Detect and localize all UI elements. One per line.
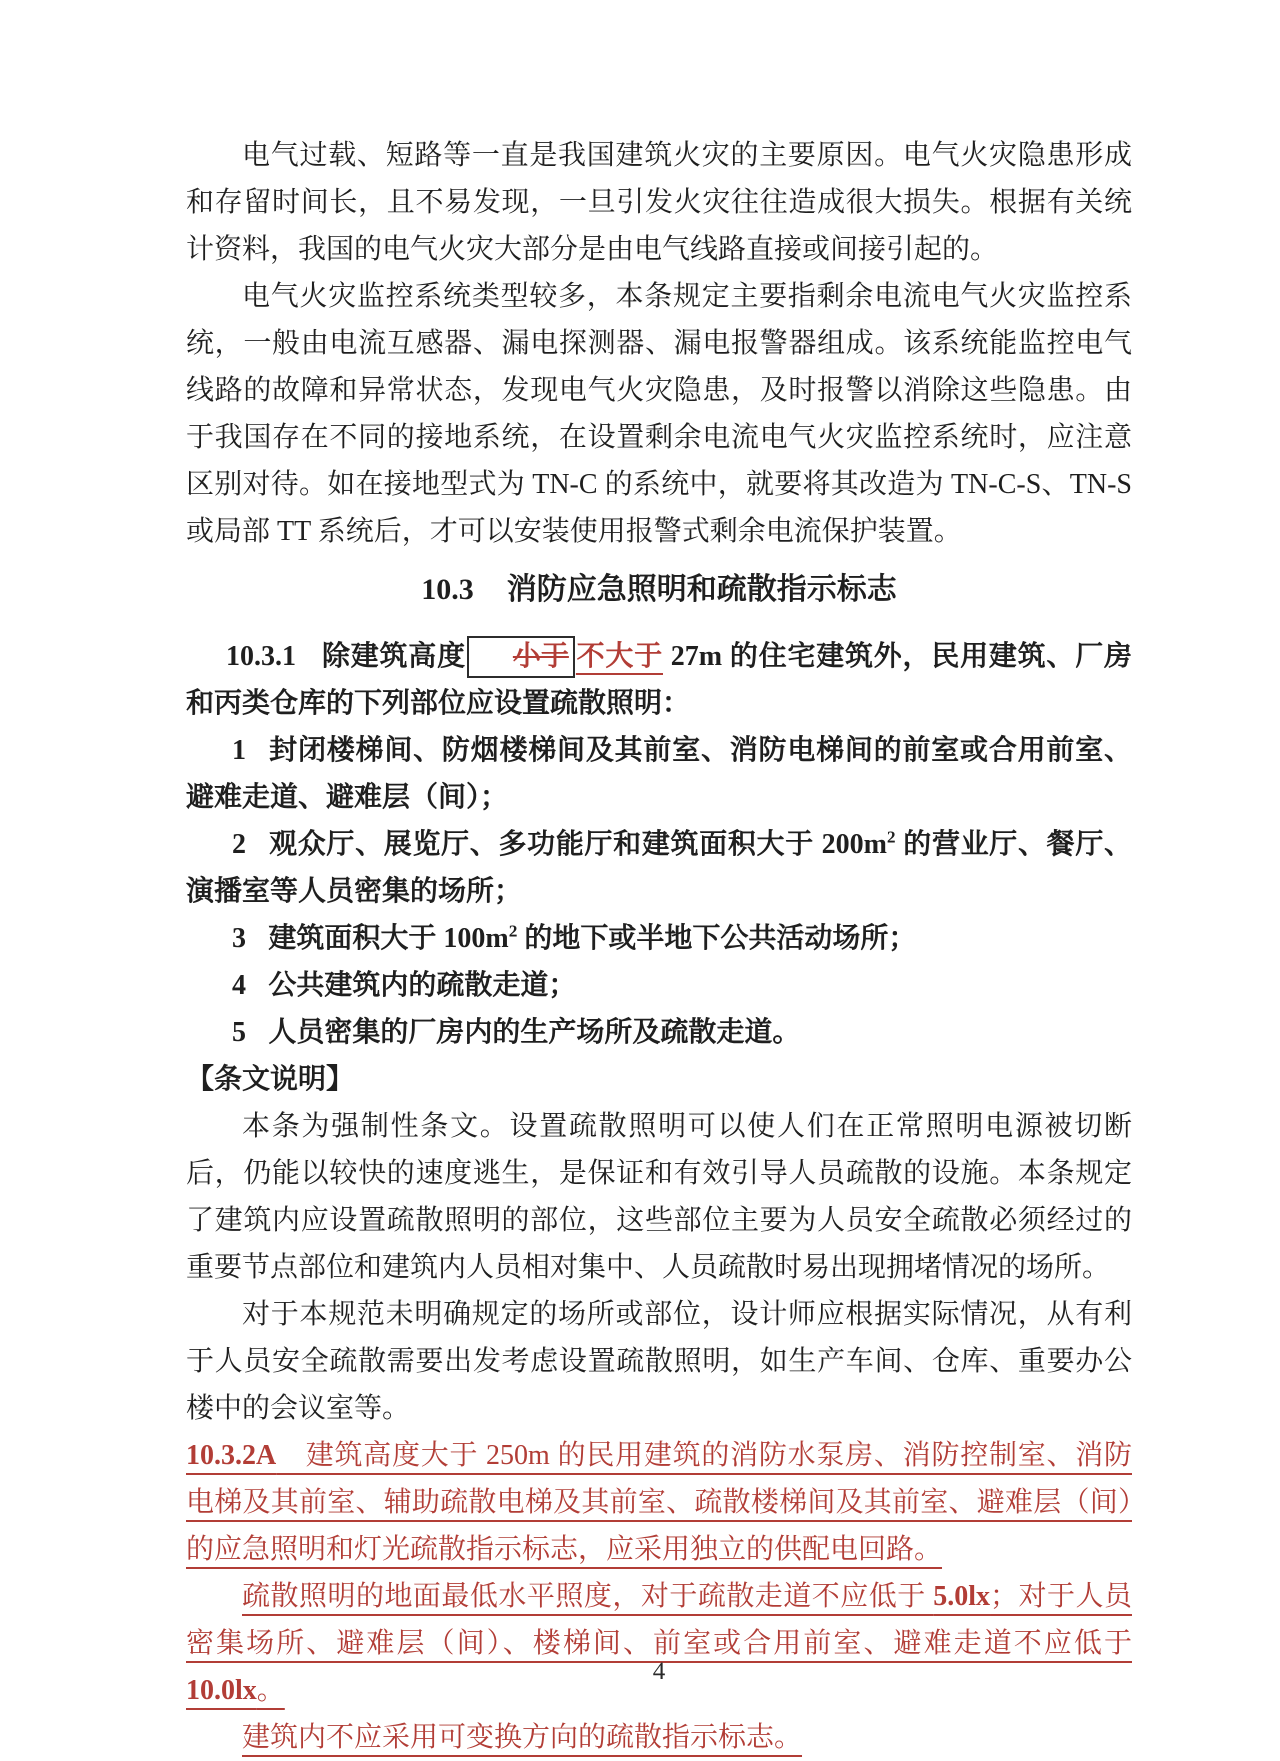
clause-item bbox=[186, 1009, 1132, 1056]
item-number: 1 bbox=[232, 735, 246, 766]
text-segment: 建筑内不应采用可变换方向的疏散指示标志。 bbox=[242, 1722, 803, 1753]
deleted-text-box bbox=[467, 636, 575, 678]
text-segment: 建筑面积大于 100m bbox=[268, 923, 509, 954]
inserted-text: 不大于 bbox=[575, 641, 663, 672]
superscript: 2 bbox=[886, 827, 896, 847]
text-segment: 公共建筑内的疏散走道； bbox=[268, 970, 577, 1001]
clause-10-3-1 bbox=[186, 633, 1132, 727]
deleted-text: 小于 bbox=[512, 641, 569, 672]
text-segment: ；对于人员密集场所、避难层（间）、楼梯间、前室或合用前室、避难走道不应低于 bbox=[186, 1581, 1132, 1659]
item-number: 4 bbox=[232, 970, 246, 1001]
clause-text-before-edit: 除建筑高度 bbox=[321, 641, 466, 672]
text-segment: 疏散照明的地面最低水平照度，对于疏散走道不应低于 bbox=[242, 1581, 934, 1612]
explanation-paragraphs bbox=[186, 1103, 1132, 1432]
text-segment: 10.0lx bbox=[186, 1675, 257, 1706]
explanation-paragraph: 对于本规范未明确规定的场所或部位，设计师应根据实际情况，从有利于人员安全疏散需要出发考虑设置疏散照明，如生产车间、仓库、重要办公楼中的会议室等。 bbox=[186, 1299, 1132, 1424]
clause-number: 10.3.1 bbox=[226, 641, 296, 672]
page-number: 4 bbox=[652, 1658, 666, 1685]
clause-text-after-edit: 27m 的住宅建筑外，民用建筑、厂房和丙类仓库的下列部位应设置疏散照明： bbox=[186, 641, 1132, 719]
text-segment: 人员密集的厂房内的生产场所及疏散走道。 bbox=[268, 1017, 801, 1048]
amendment-paragraph bbox=[186, 1714, 1132, 1761]
section-number: 10.3 bbox=[421, 573, 474, 606]
section-heading bbox=[186, 565, 1132, 615]
item-number: 5 bbox=[232, 1017, 246, 1048]
intro-paragraph-2: 电气火灾监控系统类型较多，本条规定主要指剩余电流电气火灾监控系统，一般由电流互感器、漏电探测器、漏电报警器组成。该系统能监控电气线路的故障和异常状态，发现电气火灾隐患，及时报警以消除这些隐患。由于我国存在不同的接地系统，在设置剩余电流电气火灾监控系统时，应注意区别对待。如在接地型式为 TN-C 的系统中，就要将其改造为 TN-C-S、TN-S 或局部 TT 系统后，才可以安装使用报警式剩余电流保护装置。 bbox=[186, 281, 1132, 547]
text-segment: 5.0lx bbox=[933, 1581, 991, 1612]
intro-paragraph-1: 电气过载、短路等一直是我国建筑火灾的主要原因。电气火灾隐患形成和存留时间长，且不易发现，一旦引发火灾往往造成很大损失。根据有关统计资料，我国的电气火灾大部分是由电气线路直接或间接引起的。 bbox=[186, 140, 1132, 265]
clause-item bbox=[186, 727, 1132, 821]
section-title: 消防应急照明和疏散指示标志 bbox=[506, 573, 897, 606]
clause-item bbox=[186, 821, 1132, 915]
amendment-paragraphs bbox=[186, 1432, 1132, 1761]
clause-item-list bbox=[186, 727, 1132, 1056]
clause-item bbox=[186, 962, 1132, 1009]
superscript: 2 bbox=[508, 921, 518, 941]
item-number: 2 bbox=[232, 829, 246, 860]
explanation-label: 【条文说明】 bbox=[186, 1064, 355, 1095]
text-segment: 。 bbox=[256, 1675, 285, 1706]
explanation-paragraph: 本条为强制性条文。设置疏散照明可以使人们在正常照明电源被切断后，仍能以较快的速度逃生，是保证和有效引导人员疏散的设施。本条规定了建筑内应设置疏散照明的部位，这些部位主要为人员安全疏散必须经过的重要节点部位和建筑内人员相对集中、人员疏散时易出现拥堵情况的场所。 bbox=[186, 1111, 1132, 1283]
amendment-paragraph bbox=[186, 1432, 1132, 1573]
item-number: 3 bbox=[232, 923, 246, 954]
text-segment: 的地下或半地下公共活动场所； bbox=[517, 923, 917, 954]
document-content bbox=[186, 132, 1132, 1761]
text-segment: 的营业厅、餐厅、演播室等人员密集的场所； bbox=[186, 829, 1132, 907]
text-segment: 封闭楼梯间、防烟楼梯间及其前室、消防电梯间的前室或合用前室、避难走道、避难层（间）； bbox=[186, 735, 1132, 813]
text-segment: 建筑高度大于 250m 的民用建筑的消防水泵房、消防控制室、消防电梯及其前室、辅助疏散电梯及其前室、疏散楼梯间及其前室、避难层（间）的应急照明和灯光疏散指示标志，应采用独立的供配电回路。 bbox=[186, 1440, 1132, 1565]
clause-item bbox=[186, 915, 1132, 962]
text-segment: 10.3.2A bbox=[186, 1440, 277, 1471]
text-segment: 观众厅、展览厅、多功能厅和建筑面积大于 200m bbox=[268, 829, 887, 860]
amendment-paragraph bbox=[186, 1573, 1132, 1714]
